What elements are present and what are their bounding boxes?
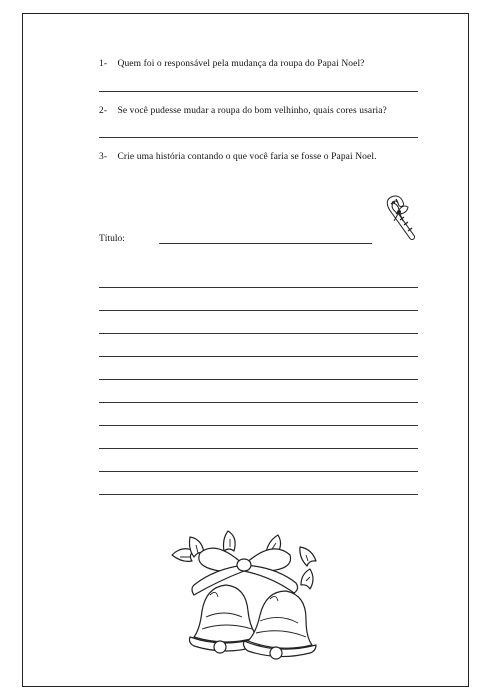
- story-line-5[interactable]: [99, 379, 418, 380]
- question-3-number: 3-: [99, 152, 108, 162]
- question-3-text: Crie uma história contando o que você faria se fosse o Papai Noel.: [117, 152, 377, 162]
- question-1-number: 1-: [99, 59, 108, 69]
- story-line-7[interactable]: [99, 425, 418, 426]
- story-line-8[interactable]: [99, 448, 418, 449]
- candy-cane-icon: [378, 195, 424, 243]
- question-3: [99, 152, 377, 162]
- answer-line-1[interactable]: [99, 91, 418, 92]
- question-2-text: Se você pudesse mudar a roupa do bom velhinho, quais cores usaria?: [117, 106, 387, 116]
- question-2: [99, 106, 387, 116]
- story-line-10[interactable]: [99, 494, 418, 495]
- question-2-number: 2-: [99, 106, 108, 116]
- story-line-6[interactable]: [99, 402, 418, 403]
- christmas-bells-icon: [160, 525, 328, 665]
- story-line-1[interactable]: [99, 287, 418, 288]
- question-1: [99, 59, 365, 69]
- story-line-2[interactable]: [99, 310, 418, 311]
- story-line-3[interactable]: [99, 333, 418, 334]
- story-line-9[interactable]: [99, 471, 418, 472]
- answer-line-2[interactable]: [99, 137, 418, 138]
- title-input-line[interactable]: [159, 243, 372, 244]
- story-line-4[interactable]: [99, 356, 418, 357]
- question-1-text: Quem foi o responsável pela mudança da roupa do Papai Noel?: [117, 59, 365, 69]
- title-label: Título:: [99, 234, 125, 244]
